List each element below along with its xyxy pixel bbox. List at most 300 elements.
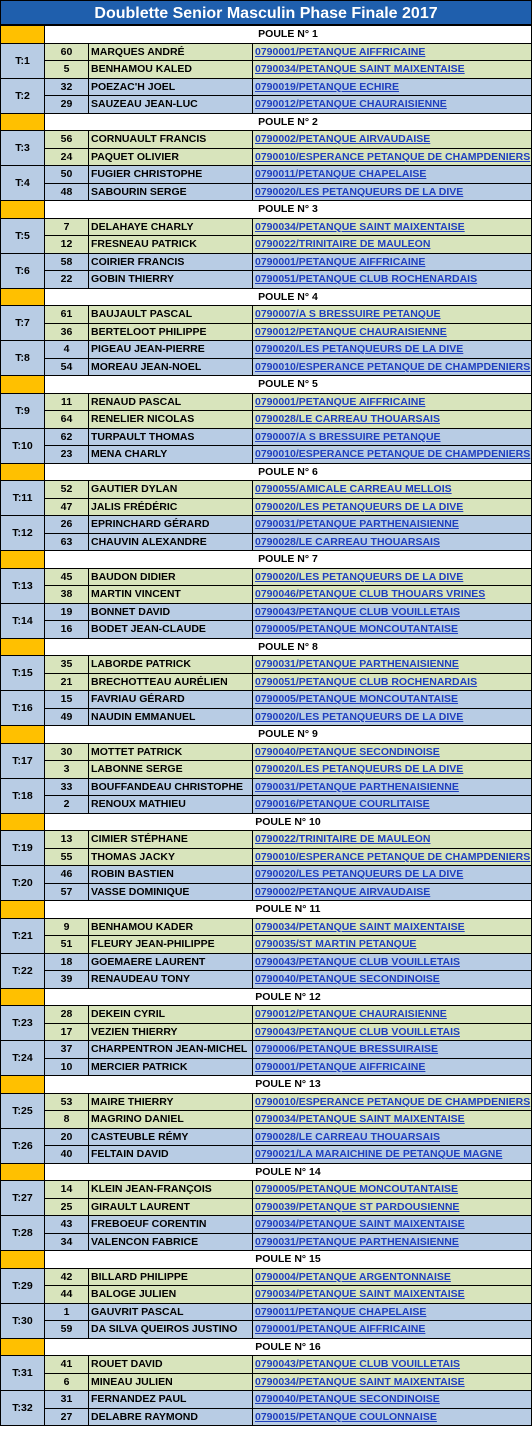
club-link[interactable]: 0790011/PETANQUE CHAPELAISE — [253, 1303, 532, 1321]
club-link[interactable]: 0790010/ESPERANCE PETANQUE DE CHAMPDENIERS — [253, 446, 532, 464]
poule-label: POULE N° 11 — [45, 901, 532, 919]
player-number: 54 — [45, 358, 89, 376]
player-row — [1, 568, 532, 586]
poule-label: POULE N° 3 — [45, 201, 532, 219]
player-name: BALOGE JULIEN — [89, 1286, 253, 1304]
poule-marker — [1, 376, 45, 394]
player-number: 46 — [45, 866, 89, 884]
player-name: BENHAMOU KADER — [89, 918, 253, 936]
player-name: BENHAMOU KALED — [89, 61, 253, 79]
player-row — [1, 936, 532, 954]
player-name: PAQUET OLIVIER — [89, 148, 253, 166]
player-row — [1, 1111, 532, 1129]
player-number: 34 — [45, 1233, 89, 1251]
team-id: T:3 — [1, 131, 45, 166]
club-link[interactable]: 0790022/TRINITAIRE DE MAULEON — [253, 831, 532, 849]
player-name: RENOUX MATHIEU — [89, 796, 253, 814]
player-name: LABORDE PATRICK — [89, 656, 253, 674]
club-link[interactable]: 0790031/PETANQUE PARTHENAISIENNE — [253, 1233, 532, 1251]
player-number: 64 — [45, 411, 89, 429]
poule-marker — [1, 113, 45, 131]
player-name: CASTEUBLE RÉMY — [89, 1128, 253, 1146]
player-row — [1, 393, 532, 411]
club-link[interactable]: 0790015/PETANQUE COULONNAISE — [253, 1408, 532, 1426]
poule-header-row — [1, 463, 532, 481]
player-number: 50 — [45, 166, 89, 184]
poule-label: POULE N° 7 — [45, 551, 532, 569]
player-number: 56 — [45, 131, 89, 149]
poule-marker — [1, 201, 45, 219]
poule-marker — [1, 288, 45, 306]
player-number: 31 — [45, 1391, 89, 1409]
team-id: T:14 — [1, 603, 45, 638]
team-id: T:13 — [1, 568, 45, 603]
team-id: T:7 — [1, 306, 45, 341]
player-name: VALENCON FABRICE — [89, 1233, 253, 1251]
player-row — [1, 236, 532, 254]
club-link[interactable]: 0790031/PETANQUE PARTHENAISIENNE — [253, 656, 532, 674]
poule-label: POULE N° 10 — [45, 813, 532, 831]
player-name: FUGIER CHRISTOPHE — [89, 166, 253, 184]
player-row — [1, 43, 532, 61]
player-row — [1, 498, 532, 516]
player-row — [1, 621, 532, 639]
player-row — [1, 253, 532, 271]
team-id: T:25 — [1, 1093, 45, 1128]
club-link[interactable]: 0790001/PETANQUE AIFFRICAINE — [253, 1321, 532, 1339]
club-link[interactable]: 0790031/PETANQUE PARTHENAISIENNE — [253, 516, 532, 534]
poule-marker — [1, 813, 45, 831]
player-row — [1, 761, 532, 779]
player-name: DELABRE RAYMOND — [89, 1408, 253, 1426]
poule-marker — [1, 901, 45, 919]
club-link[interactable]: 0790001/PETANQUE AIFFRICAINE — [253, 253, 532, 271]
club-link[interactable]: 0790001/PETANQUE AIFFRICAINE — [253, 43, 532, 61]
player-row — [1, 306, 532, 324]
player-name: BERTELOOT PHILIPPE — [89, 323, 253, 341]
club-link[interactable]: 0790040/PETANQUE SECONDINOISE — [253, 1391, 532, 1409]
club-link[interactable]: 0790040/PETANQUE SECONDINOISE — [253, 743, 532, 761]
poule-label: POULE N° 12 — [45, 988, 532, 1006]
player-row — [1, 516, 532, 534]
club-link[interactable]: 0790034/PETANQUE SAINT MAIXENTAISE — [253, 61, 532, 79]
player-number: 28 — [45, 1006, 89, 1024]
player-row — [1, 1233, 532, 1251]
player-row — [1, 1286, 532, 1304]
club-link[interactable]: 0790035/ST MARTIN PETANQUE — [253, 936, 532, 954]
poule-header-row — [1, 1338, 532, 1356]
poule-marker — [1, 1163, 45, 1181]
poule-label: POULE N° 15 — [45, 1251, 532, 1269]
team-id: T:6 — [1, 253, 45, 288]
poule-label: POULE N° 16 — [45, 1338, 532, 1356]
poule-label: POULE N° 13 — [45, 1076, 532, 1094]
player-name: THOMAS JACKY — [89, 848, 253, 866]
player-number: 30 — [45, 743, 89, 761]
player-row — [1, 271, 532, 289]
club-link[interactable]: 0790005/PETANQUE MONCOUTANTAISE — [253, 621, 532, 639]
player-row — [1, 323, 532, 341]
player-name: JALIS FRÉDÉRIC — [89, 498, 253, 516]
club-link[interactable]: 0790016/PETANQUE COURLITAISE — [253, 796, 532, 814]
player-number: 10 — [45, 1058, 89, 1076]
player-name: CORNUAULT FRANCIS — [89, 131, 253, 149]
club-link[interactable]: 0790043/PETANQUE CLUB VOUILLETAIS — [253, 953, 532, 971]
player-number: 26 — [45, 516, 89, 534]
player-name: POEZAC'H JOEL — [89, 78, 253, 96]
player-name: CIMIER STÉPHANE — [89, 831, 253, 849]
poule-header-row — [1, 288, 532, 306]
player-row — [1, 1198, 532, 1216]
player-number: 25 — [45, 1198, 89, 1216]
team-id: T:23 — [1, 1006, 45, 1041]
team-id: T:5 — [1, 218, 45, 253]
team-id: T:32 — [1, 1391, 45, 1426]
player-name: RENELIER NICOLAS — [89, 411, 253, 429]
club-link[interactable]: 0790022/TRINITAIRE DE MAULEON — [253, 236, 532, 254]
club-link[interactable]: 0790007/A S BRESSUIRE PETANQUE — [253, 428, 532, 446]
player-row — [1, 1093, 532, 1111]
player-name: MOREAU JEAN-NOEL — [89, 358, 253, 376]
player-row — [1, 656, 532, 674]
player-name: MARQUES ANDRÉ — [89, 43, 253, 61]
player-number: 47 — [45, 498, 89, 516]
club-link[interactable]: 0790051/PETANQUE CLUB ROCHENARDAIS — [253, 271, 532, 289]
player-row — [1, 481, 532, 499]
team-id: T:16 — [1, 691, 45, 726]
player-row — [1, 1128, 532, 1146]
player-number: 14 — [45, 1181, 89, 1199]
player-name: BOUFFANDEAU CHRISTOPHE — [89, 778, 253, 796]
player-name: MAGRINO DANIEL — [89, 1111, 253, 1129]
club-link[interactable]: 0790001/PETANQUE AIFFRICAINE — [253, 393, 532, 411]
club-link[interactable]: 0790011/PETANQUE CHAPELAISE — [253, 166, 532, 184]
player-number: 51 — [45, 936, 89, 954]
player-number: 4 — [45, 341, 89, 359]
player-row — [1, 603, 532, 621]
player-name: FREBOEUF CORENTIN — [89, 1216, 253, 1234]
player-row — [1, 796, 532, 814]
player-number: 18 — [45, 953, 89, 971]
club-link[interactable]: 0790010/ESPERANCE PETANQUE DE CHAMPDENIERS — [253, 148, 532, 166]
player-number: 37 — [45, 1041, 89, 1059]
player-row — [1, 166, 532, 184]
player-row — [1, 411, 532, 429]
poule-label: POULE N° 9 — [45, 726, 532, 744]
team-id: T:18 — [1, 778, 45, 813]
player-number: 6 — [45, 1373, 89, 1391]
player-number: 39 — [45, 971, 89, 989]
player-number: 42 — [45, 1268, 89, 1286]
player-name: GAUVRIT PASCAL — [89, 1303, 253, 1321]
player-name: DELAHAYE CHARLY — [89, 218, 253, 236]
poule-header-row — [1, 726, 532, 744]
club-link[interactable]: 0790021/LA MARAICHINE DE PETANQUE MAGNE — [253, 1146, 532, 1164]
poule-label: POULE N° 5 — [45, 376, 532, 394]
club-link[interactable]: 0790010/ESPERANCE PETANQUE DE CHAMPDENIERS — [253, 1093, 532, 1111]
team-id: T:15 — [1, 656, 45, 691]
player-name: FLEURY JEAN-PHILIPPE — [89, 936, 253, 954]
team-id: T:12 — [1, 516, 45, 551]
club-link[interactable]: 0790043/PETANQUE CLUB VOUILLETAIS — [253, 1023, 532, 1041]
team-id: T:21 — [1, 918, 45, 953]
poule-label: POULE N° 8 — [45, 638, 532, 656]
club-link[interactable]: 0790002/PETANQUE AIRVAUDAISE — [253, 131, 532, 149]
player-number: 55 — [45, 848, 89, 866]
player-number: 57 — [45, 883, 89, 901]
club-link[interactable]: 0790020/LES PETANQUEURS DE LA DIVE — [253, 498, 532, 516]
club-link[interactable]: 0790010/ESPERANCE PETANQUE DE CHAMPDENIERS — [253, 358, 532, 376]
poule-header-row — [1, 901, 532, 919]
player-row — [1, 61, 532, 79]
player-name: BAUJAULT PASCAL — [89, 306, 253, 324]
club-link[interactable]: 0790055/AMICALE CARREAU MELLOIS — [253, 481, 532, 499]
player-number: 9 — [45, 918, 89, 936]
team-id: T:22 — [1, 953, 45, 988]
poule-table — [0, 25, 532, 1426]
club-link[interactable]: 0790020/LES PETANQUEURS DE LA DIVE — [253, 341, 532, 359]
team-id: T:28 — [1, 1216, 45, 1251]
player-number: 8 — [45, 1111, 89, 1129]
player-name: FERNANDEZ PAUL — [89, 1391, 253, 1409]
club-link[interactable]: 0790006/PETANQUE BRESSUIRAISE — [253, 1041, 532, 1059]
club-link[interactable]: 0790019/PETANQUE ECHIRE — [253, 78, 532, 96]
player-name: KLEIN JEAN-FRANÇOIS — [89, 1181, 253, 1199]
player-row — [1, 1356, 532, 1374]
player-row — [1, 953, 532, 971]
player-name: EPRINCHARD GÉRARD — [89, 516, 253, 534]
player-number: 36 — [45, 323, 89, 341]
player-row — [1, 1321, 532, 1339]
player-number: 61 — [45, 306, 89, 324]
poule-marker — [1, 26, 45, 44]
club-link[interactable]: 0790020/LES PETANQUEURS DE LA DIVE — [253, 708, 532, 726]
player-row — [1, 96, 532, 114]
poule-header-row — [1, 813, 532, 831]
team-id: T:19 — [1, 831, 45, 866]
player-name: ROBIN BASTIEN — [89, 866, 253, 884]
player-number: 45 — [45, 568, 89, 586]
player-number: 41 — [45, 1356, 89, 1374]
player-number: 29 — [45, 96, 89, 114]
player-name: FELTAIN DAVID — [89, 1146, 253, 1164]
poule-header-row — [1, 201, 532, 219]
player-number: 15 — [45, 691, 89, 709]
club-link[interactable]: 0790002/PETANQUE AIRVAUDAISE — [253, 883, 532, 901]
player-row — [1, 358, 532, 376]
player-name: GOBIN THIERRY — [89, 271, 253, 289]
poule-label: POULE N° 14 — [45, 1163, 532, 1181]
player-number: 7 — [45, 218, 89, 236]
club-link[interactable]: 0790043/PETANQUE CLUB VOUILLETAIS — [253, 603, 532, 621]
player-number: 20 — [45, 1128, 89, 1146]
player-row — [1, 848, 532, 866]
player-row — [1, 743, 532, 761]
player-name: FRESNEAU PATRICK — [89, 236, 253, 254]
club-link[interactable]: 0790034/PETANQUE SAINT MAIXENTAISE — [253, 218, 532, 236]
player-name: GIRAULT LAURENT — [89, 1198, 253, 1216]
player-name: PIGEAU JEAN-PIERRE — [89, 341, 253, 359]
player-number: 59 — [45, 1321, 89, 1339]
club-link[interactable]: 0790007/A S BRESSUIRE PETANQUE — [253, 306, 532, 324]
player-row — [1, 1023, 532, 1041]
player-row — [1, 1181, 532, 1199]
club-link[interactable]: 0790001/PETANQUE AIFFRICAINE — [253, 1058, 532, 1076]
club-link[interactable]: 0790034/PETANQUE SAINT MAIXENTAISE — [253, 1216, 532, 1234]
team-id: T:26 — [1, 1128, 45, 1163]
player-row — [1, 673, 532, 691]
player-number: 33 — [45, 778, 89, 796]
player-number: 17 — [45, 1023, 89, 1041]
player-number: 1 — [45, 1303, 89, 1321]
poule-header-row — [1, 551, 532, 569]
poule-header-row — [1, 26, 532, 44]
club-link[interactable]: 0790005/PETANQUE MONCOUTANTAISE — [253, 1181, 532, 1199]
club-link[interactable]: 0790010/ESPERANCE PETANQUE DE CHAMPDENIERS — [253, 848, 532, 866]
club-link[interactable]: 0790020/LES PETANQUEURS DE LA DIVE — [253, 183, 532, 201]
player-number: 63 — [45, 533, 89, 551]
poule-header-row — [1, 1076, 532, 1094]
player-row — [1, 831, 532, 849]
player-name: BONNET DAVID — [89, 603, 253, 621]
player-number: 44 — [45, 1286, 89, 1304]
player-number: 52 — [45, 481, 89, 499]
player-name: MINEAU JULIEN — [89, 1373, 253, 1391]
poule-marker — [1, 1251, 45, 1269]
player-name: CHARPENTRON JEAN-MICHEL — [89, 1041, 253, 1059]
player-name: COIRIER FRANCIS — [89, 253, 253, 271]
player-name: LABONNE SERGE — [89, 761, 253, 779]
poule-marker — [1, 1338, 45, 1356]
player-number: 27 — [45, 1408, 89, 1426]
player-number: 12 — [45, 236, 89, 254]
player-number: 49 — [45, 708, 89, 726]
club-link[interactable]: 0790034/PETANQUE SAINT MAIXENTAISE — [253, 918, 532, 936]
club-link[interactable]: 0790034/PETANQUE SAINT MAIXENTAISE — [253, 1373, 532, 1391]
team-id: T:2 — [1, 78, 45, 113]
player-name: ROUET DAVID — [89, 1356, 253, 1374]
poule-label: POULE N° 4 — [45, 288, 532, 306]
player-number: 21 — [45, 673, 89, 691]
club-link[interactable]: 0790012/PETANQUE CHAURAISIENNE — [253, 323, 532, 341]
poule-marker — [1, 988, 45, 1006]
player-name: BODET JEAN-CLAUDE — [89, 621, 253, 639]
player-number: 11 — [45, 393, 89, 411]
player-name: GAUTIER DYLAN — [89, 481, 253, 499]
team-id: T:1 — [1, 43, 45, 78]
player-row — [1, 78, 532, 96]
club-link[interactable]: 0790040/PETANQUE SECONDINOISE — [253, 971, 532, 989]
player-name: VEZIEN THIERRY — [89, 1023, 253, 1041]
team-id: T:8 — [1, 341, 45, 376]
player-name: BRECHOTTEAU AURÉLIEN — [89, 673, 253, 691]
player-row — [1, 446, 532, 464]
poule-marker — [1, 1076, 45, 1094]
player-name: DEKEIN CYRIL — [89, 1006, 253, 1024]
club-link[interactable]: 0790020/LES PETANQUEURS DE LA DIVE — [253, 866, 532, 884]
player-row — [1, 586, 532, 604]
player-number: 40 — [45, 1146, 89, 1164]
player-row — [1, 1408, 532, 1426]
player-number: 60 — [45, 43, 89, 61]
player-number: 62 — [45, 428, 89, 446]
club-link[interactable]: 0790034/PETANQUE SAINT MAIXENTAISE — [253, 1286, 532, 1304]
team-id: T:31 — [1, 1356, 45, 1391]
player-row — [1, 1391, 532, 1409]
player-number: 3 — [45, 761, 89, 779]
player-name: MOTTET PATRICK — [89, 743, 253, 761]
poule-marker — [1, 463, 45, 481]
club-link[interactable]: 0790034/PETANQUE SAINT MAIXENTAISE — [253, 1111, 532, 1129]
poule-label: POULE N° 2 — [45, 113, 532, 131]
team-id: T:10 — [1, 428, 45, 463]
poule-header-row — [1, 1251, 532, 1269]
club-link[interactable]: 0790051/PETANQUE CLUB ROCHENARDAIS — [253, 673, 532, 691]
club-link[interactable]: 0790028/LE CARREAU THOUARSAIS — [253, 533, 532, 551]
team-id: T:4 — [1, 166, 45, 201]
player-number: 58 — [45, 253, 89, 271]
club-link[interactable]: 0790046/PETANQUE CLUB THOUARS VRINES — [253, 586, 532, 604]
poule-header-row — [1, 1163, 532, 1181]
player-row — [1, 1006, 532, 1024]
team-id: T:29 — [1, 1268, 45, 1303]
team-id: T:17 — [1, 743, 45, 778]
poule-header-row — [1, 376, 532, 394]
player-row — [1, 1216, 532, 1234]
player-number: 16 — [45, 621, 89, 639]
player-name: NAUDIN EMMANUEL — [89, 708, 253, 726]
player-row — [1, 866, 532, 884]
club-link[interactable]: 0790028/LE CARREAU THOUARSAIS — [253, 1128, 532, 1146]
player-name: CHAUVIN ALEXANDRE — [89, 533, 253, 551]
player-name: MENA CHARLY — [89, 446, 253, 464]
club-link[interactable]: 0790012/PETANQUE CHAURAISIENNE — [253, 96, 532, 114]
player-number: 24 — [45, 148, 89, 166]
club-link[interactable]: 0790031/PETANQUE PARTHENAISIENNE — [253, 778, 532, 796]
player-row — [1, 971, 532, 989]
club-link[interactable]: 0790004/PETANQUE ARGENTONNAISE — [253, 1268, 532, 1286]
club-link[interactable]: 0790039/PETANQUE ST PARDOUSIENNE — [253, 1198, 532, 1216]
club-link[interactable]: 0790020/LES PETANQUEURS DE LA DIVE — [253, 761, 532, 779]
player-number: 38 — [45, 586, 89, 604]
player-name: RENAUDEAU TONY — [89, 971, 253, 989]
player-name: TURPAULT THOMAS — [89, 428, 253, 446]
player-row — [1, 1303, 532, 1321]
player-row — [1, 1146, 532, 1164]
player-number: 48 — [45, 183, 89, 201]
player-row — [1, 1373, 532, 1391]
player-row — [1, 708, 532, 726]
poule-label: POULE N° 1 — [45, 26, 532, 44]
player-row — [1, 183, 532, 201]
player-number: 13 — [45, 831, 89, 849]
club-link[interactable]: 0790020/LES PETANQUEURS DE LA DIVE — [253, 568, 532, 586]
team-id: T:11 — [1, 481, 45, 516]
poule-header-row — [1, 638, 532, 656]
club-link[interactable]: 0790028/LE CARREAU THOUARSAIS — [253, 411, 532, 429]
club-link[interactable]: 0790043/PETANQUE CLUB VOUILLETAIS — [253, 1356, 532, 1374]
player-row — [1, 691, 532, 709]
player-row — [1, 1058, 532, 1076]
player-name: GOEMAERE LAURENT — [89, 953, 253, 971]
club-link[interactable]: 0790005/PETANQUE MONCOUTANTAISE — [253, 691, 532, 709]
player-row — [1, 778, 532, 796]
player-number: 2 — [45, 796, 89, 814]
club-link[interactable]: 0790012/PETANQUE CHAURAISIENNE — [253, 1006, 532, 1024]
player-row — [1, 533, 532, 551]
player-number: 43 — [45, 1216, 89, 1234]
player-number: 22 — [45, 271, 89, 289]
